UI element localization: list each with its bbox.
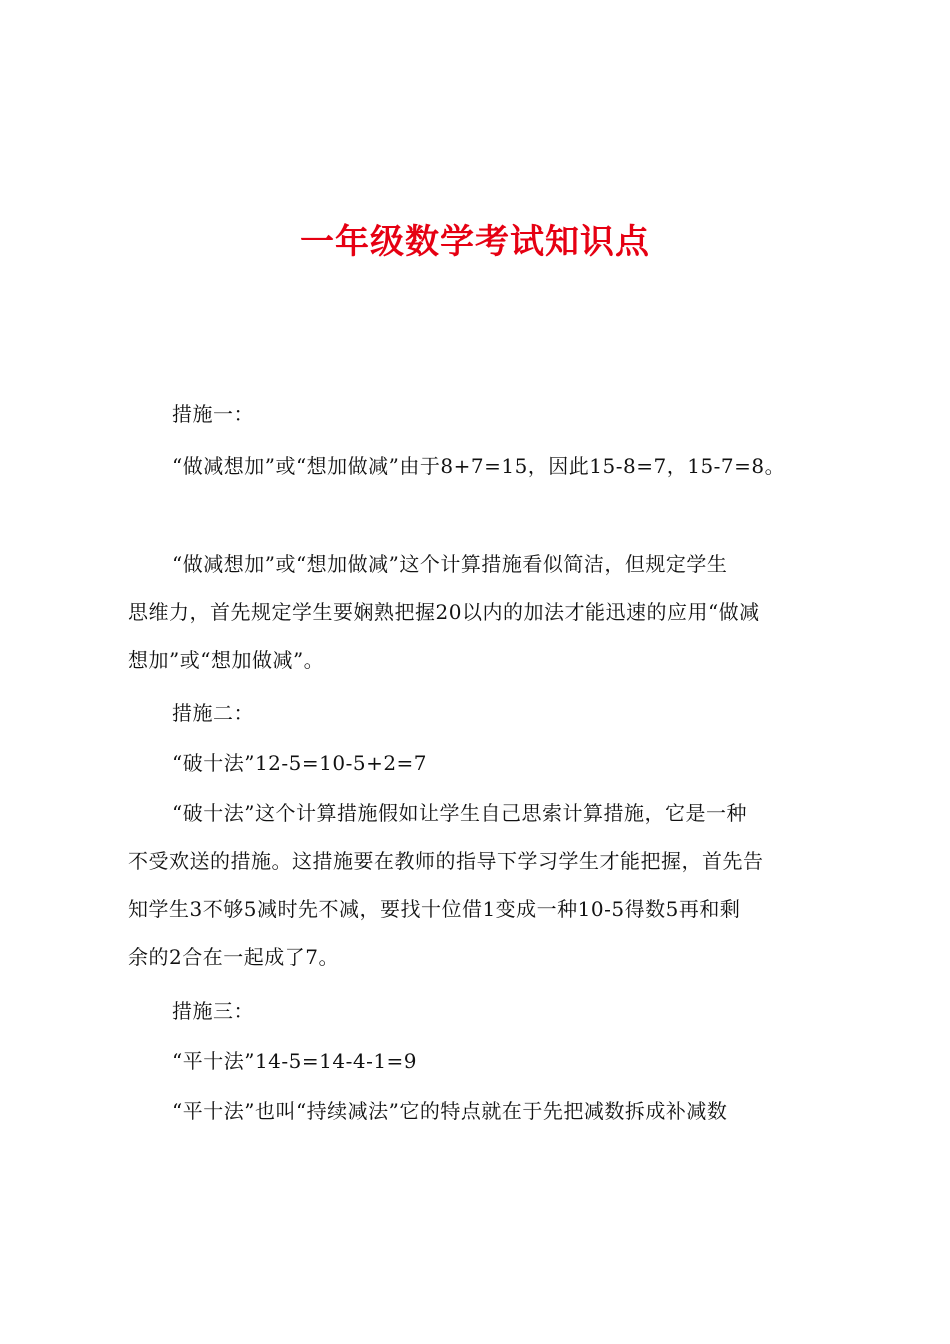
method2-heading (128, 689, 833, 737)
method1-formula-text: “做减想加”或“想加做减”由于8+7=15，因此15-8=7，15-7=8。 (172, 454, 786, 478)
method2-formula-text: “破十法”12-5=10-5+2=7 (172, 751, 428, 775)
method3-formula-text: “平十法”14-5=14-4-1=9 (172, 1049, 418, 1073)
method2-heading-text: 措施二： (172, 701, 254, 725)
method2-description (128, 789, 833, 981)
method2-formula (128, 739, 833, 787)
document-title: 一年级数学考试知识点 (300, 222, 650, 262)
method1-formula (128, 442, 833, 490)
method1-desc-line-2: 思维力，首先规定学生要娴熟把握20以内的加法才能迅速的应用“做减 (128, 600, 760, 624)
method1-heading-text: 措施一： (172, 402, 254, 426)
method1-description (128, 540, 833, 684)
method2-desc-line-1: “破十法”这个计算措施假如让学生自己思索计算措施，它是一种 (172, 801, 747, 825)
method2-desc-line-2: 不受欢送的措施。这措施要在教师的指导下学习学生才能把握，首先告 (128, 849, 764, 873)
method2-desc-line-4: 余的2合在一起成了7。 (128, 945, 339, 969)
method1-desc-line-1: “做减想加”或“想加做减”这个计算措施看似简洁，但规定学生 (172, 552, 728, 576)
method1-heading (128, 390, 833, 438)
method3-heading (128, 987, 833, 1035)
method3-description (128, 1087, 833, 1135)
method3-desc-line-1: “平十法”也叫“持续减法”它的特点就在于先把减数拆成补减数 (172, 1099, 728, 1123)
method1-desc-line-3: 想加”或“想加做减”。 (128, 648, 325, 672)
method3-formula (128, 1037, 833, 1085)
method2-desc-line-3: 知学生3不够5减时先不减，要找十位借1变成一种10-5得数5再和剩 (128, 897, 741, 921)
method3-heading-text: 措施三： (172, 999, 254, 1023)
